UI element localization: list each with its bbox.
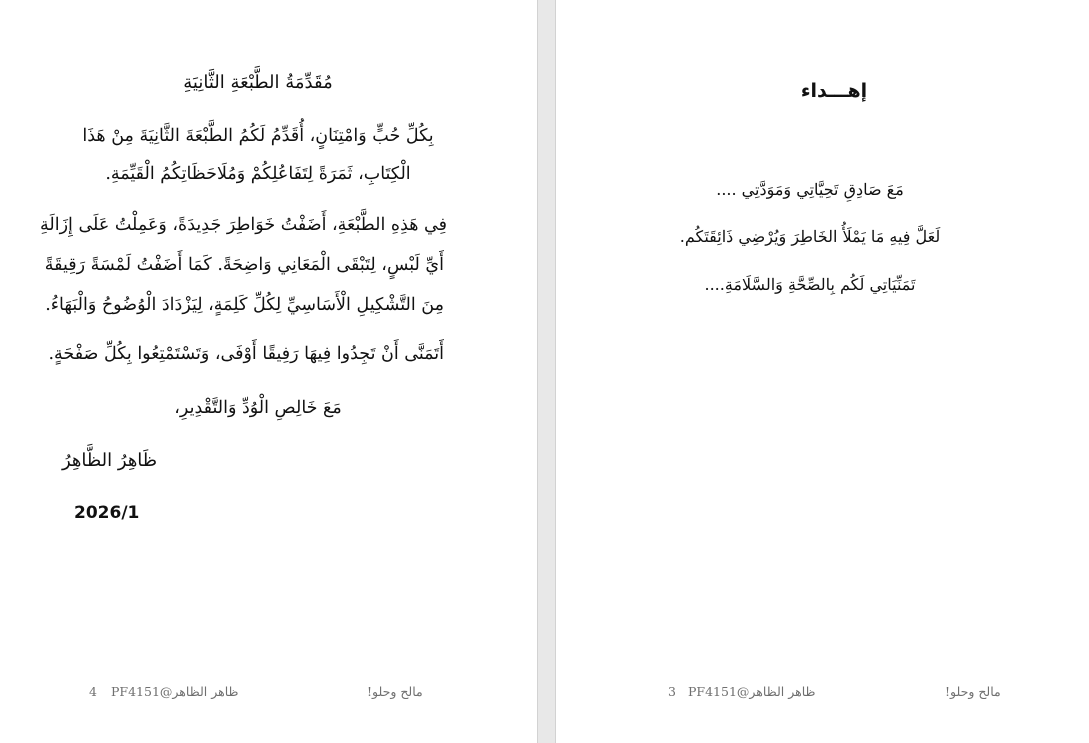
page-gutter — [537, 0, 556, 743]
author-signature: ظَاهِرُ الظَّاهِرُ — [62, 450, 158, 471]
page-4 — [0, 0, 537, 743]
paragraph1-line1: بِكُلِّ حُبٍّ وَامْتِنَانٍ، أُقَدِّمُ لَكُمُ الطَّبْعَةَ الثَّانِيَةَ مِنْ هَذَا — [82, 126, 434, 146]
paragraph3: أَتَمَنَّى أَنْ تَجِدُوا فِيهَا رَفِيقًا أَوْفَى، وَتَسْتَمْتِعُوا بِكُلِّ صَفْحَةٍ. — [48, 344, 444, 364]
second-edition-title: مُقَدِّمَةُ الطَّبْعَةِ الثَّانِيَةِ — [183, 72, 333, 93]
page-3 — [556, 0, 1089, 743]
page-number: 3 — [668, 684, 676, 699]
edition-date: 2026/1 — [74, 503, 140, 523]
footer-slogan: مالح وحلو! — [945, 684, 1001, 699]
footer-author: ظاهر الظاهر@PF4151 — [111, 684, 239, 699]
footer-slogan: مالح وحلو! — [367, 684, 423, 699]
paragraph2-line3: مِنَ التَّشْكِيلِ الْأَسَاسِيِّ لِكُلِّ كَلِمَةٍ، لِيَزْدَادَ الْوُضُوحُ وَالْبَهَاءُ. — [45, 295, 444, 315]
footer-author: ظاهر الظاهر@PF4151 — [688, 684, 816, 699]
dedication-line1: مَعَ صَادِقِ تَحِيَّاتِي وَمَوَدَّتِي .... — [716, 180, 904, 199]
closing-line: مَعَ خَالِصِ الْوُدِّ وَالتَّقْدِيرِ، — [174, 398, 342, 418]
dedication-title: إهـــداء — [800, 80, 868, 102]
paragraph2-line1: فِي هَذِهِ الطَّبْعَةِ، أَضَفْتُ خَوَاطِرَ جَدِيدَةً، وَعَمِلْتُ عَلَى إِزَالَةِ — [40, 215, 447, 235]
dedication-line2: لَعَلَّ فِيهِ مَا يَمْلَأُ الخَاطِرَ وَيُرْضِي ذَائِقَتَكُم. — [679, 227, 941, 246]
paragraph1-line2: الْكِتَابِ، ثَمَرَةً لِتَفَاعُلِكُمْ وَمُلَاحَظَاتِكُمُ الْقَيِّمَةِ. — [105, 164, 411, 184]
page-number: 4 — [89, 684, 97, 699]
paragraph2-line2: أَيِّ لَبْسٍ، لِتَبْقَى الْمَعَانِي وَاضِحَةً. كَمَا أَضَفْتُ لَمْسَةً رَقِيقَةً — [44, 255, 444, 275]
dedication-line3: تَمَنِّيَاتِي لَكُم بِالصِّحَّةِ وَالسَّلَامَةِ.... — [704, 275, 916, 294]
